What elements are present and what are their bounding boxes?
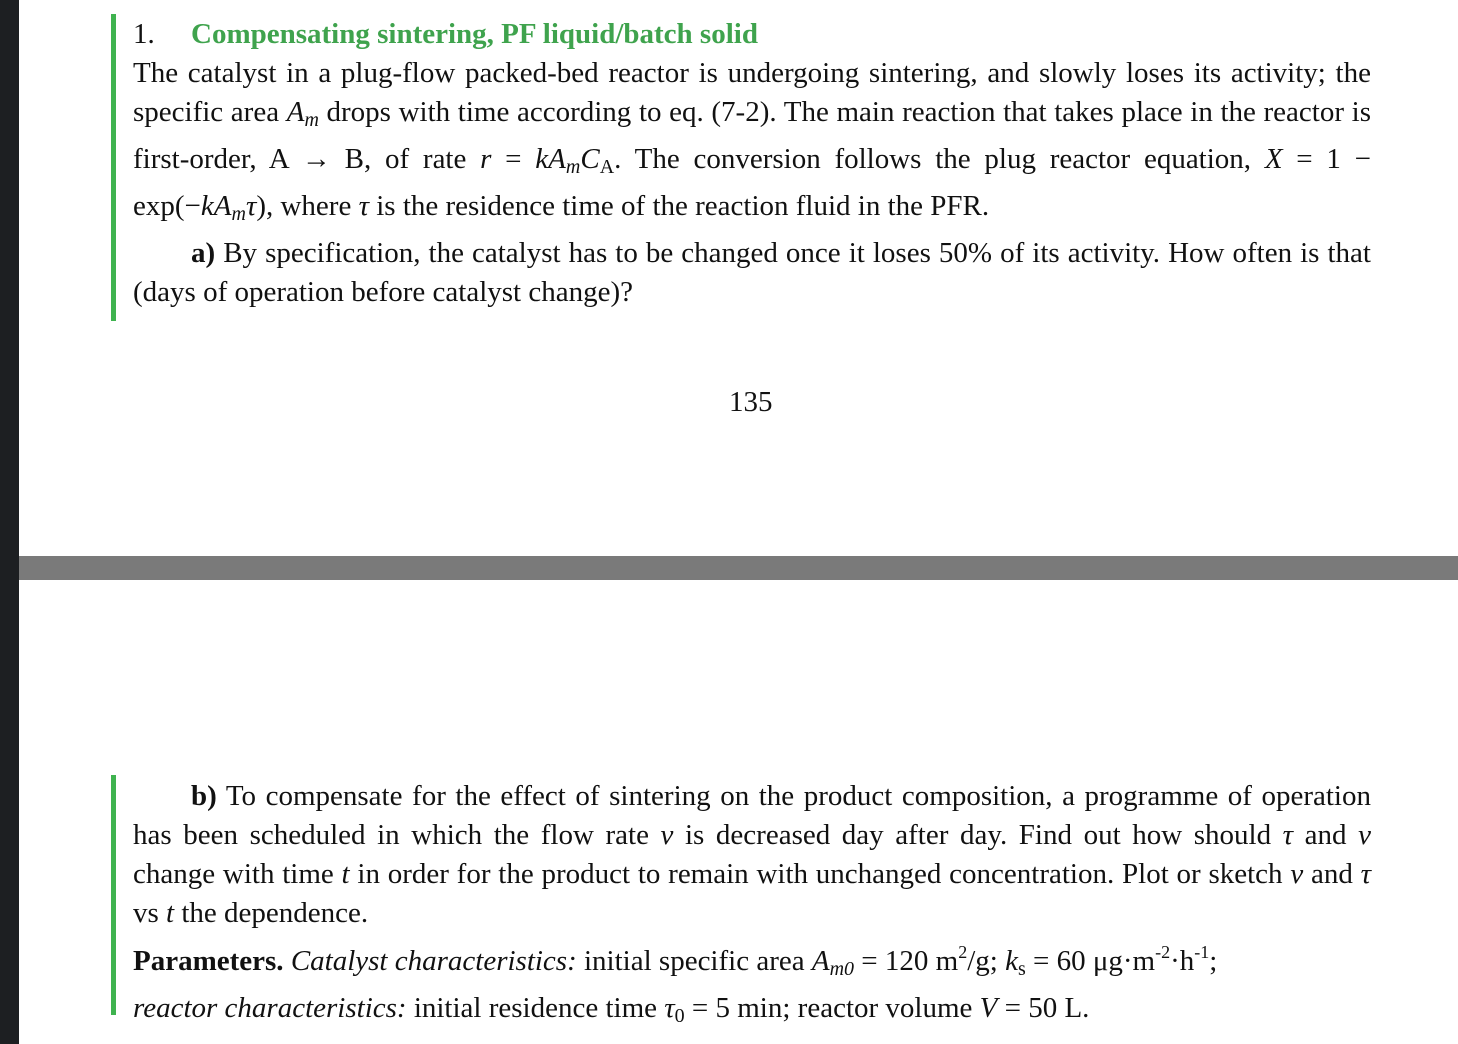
part-a-label: a) <box>191 237 216 269</box>
part-a-question: a) By specification, the catalyst has to be changed once it loses 50% of its activity. How often is that (days of operation before catalyst change)? <box>133 237 1371 308</box>
problem-block-bottom <box>133 777 1371 1036</box>
viewer-left-edge <box>0 0 19 1044</box>
change-marker-bar <box>111 14 116 321</box>
page-separator <box>19 556 1458 580</box>
parameters-label: Parameters. <box>133 945 284 977</box>
problem-heading <box>133 15 1371 54</box>
part-b-question: b) To compensate for the effect of sintering on the product composition, a programme of operation has been scheduled in which the flow rate v is decreased day after day. Find out how should τ and v change with time t in order for the product to remain with unchanged concentration. Plot or sketch v and τ vs t the dependence. <box>133 780 1371 929</box>
problem-intro: The catalyst in a plug-flow packed-bed reactor is undergoing sintering, and slowly loses its activity; the specific area $A_m$ drops with time according to eq. (7-2). The main reaction that takes place in the reactor is first-order, A → B, of rate $r = kA_mC_A$. The conversion follows the plug reactor equation, $X = 1 - \exp(-kA_m\tau)$, where τ is the residence time of the reaction fluid in the PFR. <box>133 57 1372 225</box>
problem-title: Compensating sintering, PF liquid/batch solid <box>191 18 758 50</box>
problem-number: 1. <box>133 18 155 50</box>
change-marker-bar <box>111 775 116 1015</box>
parameters-paragraph: Parameters. Catalyst characteristics: initial specific area $A_{m0} = 120$ $m^2/g$; $k_s = 60$ $\mu g\cdot m^{-2}\cdot h^{-1}$; reactor characteristics: initial residence time $\tau_0 = 5$ min; reactor volume V = 50 L. <box>133 942 1218 1027</box>
part-b-label: b) <box>191 780 217 812</box>
problem-block-top <box>133 15 1371 312</box>
page-number: 135 <box>729 386 773 418</box>
